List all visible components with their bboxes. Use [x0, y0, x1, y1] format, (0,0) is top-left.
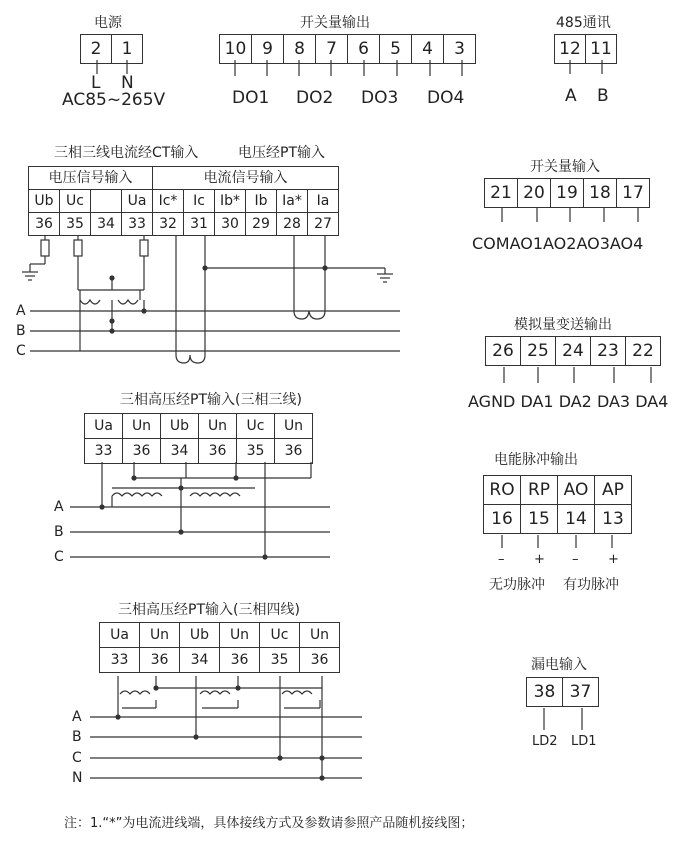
terminal: 36: [275, 439, 313, 464]
terminal: 34: [180, 648, 220, 673]
header-cell: Ua: [85, 414, 123, 439]
rs485-label: A: [565, 86, 577, 106]
terminal: 33: [122, 213, 153, 236]
line-label: A: [54, 499, 64, 515]
polarity-sign: –: [572, 552, 579, 567]
footnote: 注：1.“*”为电流进线端，具体接线方式及参数请参照产品随机接线图；: [64, 816, 474, 831]
terminal: 11: [586, 35, 617, 64]
terminal: 5: [380, 35, 412, 64]
terminal: 30: [215, 213, 246, 236]
line-label: N: [72, 770, 83, 786]
header-cell: Ic: [184, 190, 215, 213]
header-cell: [91, 190, 122, 213]
line-label: B: [72, 729, 82, 745]
analog-out-title: 模拟量变送输出: [514, 317, 612, 333]
rs485-title: 485通讯: [556, 15, 611, 31]
pulse-terminal-block: [483, 475, 632, 534]
terminal: 32: [153, 213, 184, 236]
line-label: C: [16, 343, 26, 359]
terminal: 2: [81, 35, 112, 64]
terminal: 25: [521, 337, 556, 366]
leak-label: LD2: [532, 734, 558, 749]
header-cell: Uc: [60, 190, 91, 213]
analog-out-terminals: [485, 336, 661, 366]
terminal: 7: [316, 35, 348, 64]
line-label: B: [54, 524, 64, 540]
header-cell: Ic*: [153, 190, 184, 213]
voltage-group-label: 电压信号输入: [29, 167, 153, 190]
terminal: 36: [140, 648, 180, 673]
terminal: 18: [584, 179, 617, 208]
power-title: 电源: [94, 15, 122, 31]
switch-in-title: 开关量输入: [530, 159, 600, 175]
terminal: 34: [161, 439, 199, 464]
header-cell: Un: [123, 414, 161, 439]
terminal: 23: [591, 337, 626, 366]
terminal: 36: [300, 648, 340, 673]
polarity-sign: +: [608, 552, 619, 567]
pt4-title: 三相高压经PT输入(三相四线): [118, 602, 300, 618]
switch-in-terminals: [484, 178, 650, 208]
terminal: 21: [485, 179, 518, 208]
header-cell: Un: [199, 414, 237, 439]
terminal: 38: [527, 678, 563, 707]
terminal: 4: [412, 35, 444, 64]
header-cell: Ia*: [277, 190, 308, 213]
current-group-label: 电流信号输入: [153, 167, 339, 190]
header-cell: Ib: [246, 190, 277, 213]
terminal: 22: [626, 337, 661, 366]
phase-label: N: [121, 73, 134, 93]
terminal: 34: [91, 213, 122, 236]
analog-out-label: AGND DA1 DA2 DA3 DA4: [468, 392, 669, 411]
terminal: 28: [277, 213, 308, 236]
terminal: 13: [595, 505, 632, 534]
switch-out-title: 开关量输出: [300, 15, 370, 31]
header-cell: Ub: [180, 623, 220, 648]
rs485-terminals: [554, 34, 617, 64]
terminal: 24: [556, 337, 591, 366]
leak-title: 漏电输入: [531, 657, 587, 673]
terminal: 31: [184, 213, 215, 236]
ct-terminal-block: [28, 166, 339, 236]
rs485-label: B: [597, 86, 609, 106]
polarity-sign: –: [498, 552, 505, 567]
terminal: 26: [486, 337, 521, 366]
header-cell: Un: [300, 623, 340, 648]
pulse-label: 无功脉冲: [489, 577, 545, 593]
header-cell: Ub: [29, 190, 60, 213]
terminal: 14: [558, 505, 595, 534]
pt4-terminal-block: [99, 622, 340, 673]
terminal: 16: [484, 505, 521, 534]
terminal: 36: [199, 439, 237, 464]
terminal: 33: [85, 439, 123, 464]
line-label: C: [72, 750, 82, 766]
terminal: 19: [551, 179, 584, 208]
do-label: DO1: [232, 88, 270, 108]
line-label: A: [16, 303, 26, 319]
header-cell: Un: [140, 623, 180, 648]
header-cell: AO: [558, 476, 595, 505]
do-label: DO4: [427, 88, 465, 108]
do-label: DO2: [296, 88, 334, 108]
header-cell: Ub: [161, 414, 199, 439]
terminal: 12: [555, 35, 586, 64]
ct-title-2: 电压经PT输入: [238, 145, 325, 161]
line-label: A: [72, 709, 82, 725]
header-cell: Ua: [122, 190, 153, 213]
terminal: 33: [100, 648, 140, 673]
terminal: 37: [563, 678, 599, 707]
terminal: 36: [220, 648, 260, 673]
polarity-sign: +: [534, 552, 545, 567]
header-cell: Ib*: [215, 190, 246, 213]
do-label: DO3: [361, 88, 399, 108]
header-cell: Ia: [308, 190, 339, 213]
terminal: 8: [284, 35, 316, 64]
power-spec: AC85~265V: [62, 90, 166, 110]
header-cell: Uc: [237, 414, 275, 439]
phase-label: L: [91, 73, 101, 93]
header-cell: Un: [220, 623, 260, 648]
terminal: 36: [29, 213, 60, 236]
terminal: 29: [246, 213, 277, 236]
header-cell: RP: [521, 476, 558, 505]
header-cell: Un: [275, 414, 313, 439]
terminal: 35: [237, 439, 275, 464]
line-label: B: [16, 323, 26, 339]
terminal: 36: [123, 439, 161, 464]
terminal: 10: [220, 35, 252, 64]
power-terminals: [80, 34, 143, 64]
terminal: 20: [518, 179, 551, 208]
header-cell: Ua: [100, 623, 140, 648]
terminal: 9: [252, 35, 284, 64]
terminal: 1: [112, 35, 143, 64]
leak-terminals: [526, 677, 599, 707]
terminal: 35: [260, 648, 300, 673]
terminal: 6: [348, 35, 380, 64]
ct-title: 三相三线电流经CT输入: [54, 145, 199, 161]
terminal: 15: [521, 505, 558, 534]
terminal: 27: [308, 213, 339, 236]
terminal: 35: [60, 213, 91, 236]
pulse-label: 有功脉冲: [563, 577, 619, 593]
pt3-terminal-block: [84, 413, 313, 464]
pt3-title: 三相高压经PT输入(三相三线): [120, 392, 302, 408]
leak-label: LD1: [571, 734, 597, 749]
switch-out-terminals: [219, 34, 476, 64]
header-cell: AP: [595, 476, 632, 505]
switch-in-label: COMAO1AO2AO3AO4: [472, 234, 644, 253]
terminal: 17: [617, 179, 650, 208]
pulse-title: 电能脉冲输出: [494, 452, 578, 468]
terminal: 3: [444, 35, 476, 64]
line-label: C: [54, 549, 64, 565]
header-cell: RO: [484, 476, 521, 505]
header-cell: Uc: [260, 623, 300, 648]
